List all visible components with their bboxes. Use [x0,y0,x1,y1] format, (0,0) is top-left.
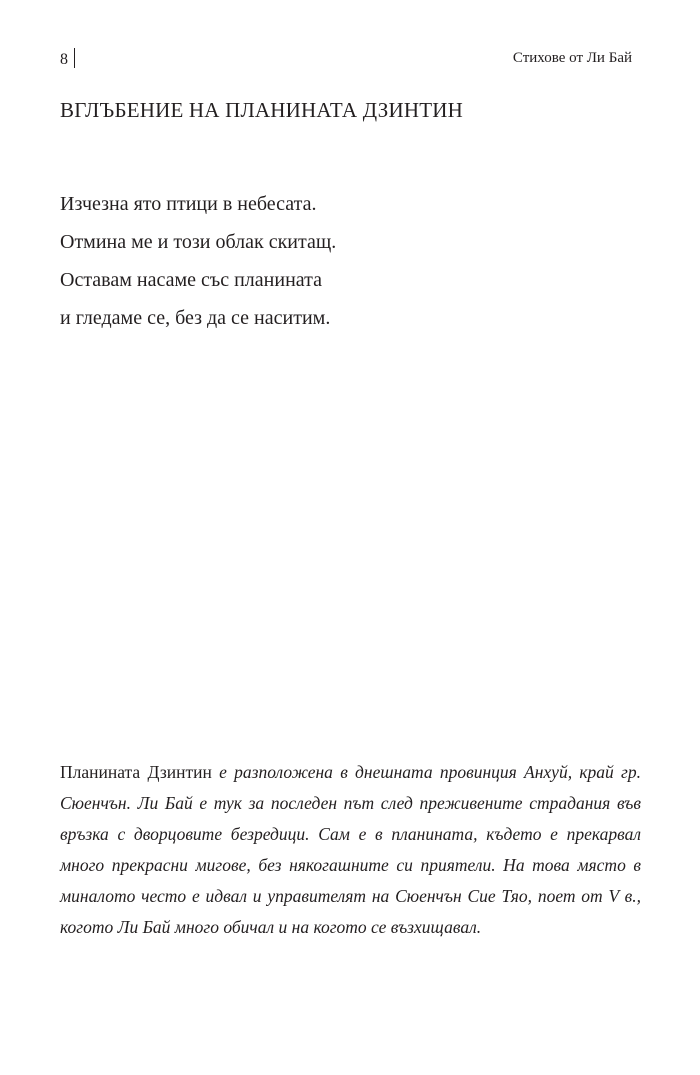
poem-line: и гледаме се, без да се наситим. [60,307,331,329]
poem-line: Оставам насаме със планината [60,269,322,291]
poem-line: Изчезна ято птици в небесата. [60,193,317,215]
commentary-note [60,757,641,943]
note-lead: Планината Дзинтин [60,762,212,782]
page-number [60,48,75,70]
poem-line: Отмина ме и този облак скитащ. [60,231,337,253]
poem-title: ВГЛЪБЕНИЕ НА ПЛАНИНАТА ДЗИНТИН [60,98,463,122]
poem-stanza [60,185,336,337]
note-body: е разположена в днешната провинция Анхуй, край гр. Сюенчън. Ли Бай е тук за последен път след преживените страдания във връзка с дворцовите безредици. Сам е в планината, където е прекарвал много прекрасни мигове, без някогашните си приятели. На това място в миналото често е идвал и управителят на Сюенчън Сие Тяо, поет от V в., когото Ли Бай много обичал и на когото се възхищавал. [60,762,641,937]
running-head: Стихове от Ли Бай [512,50,632,66]
page-number-divider [74,48,75,68]
page-number-value: 8 [60,51,69,68]
